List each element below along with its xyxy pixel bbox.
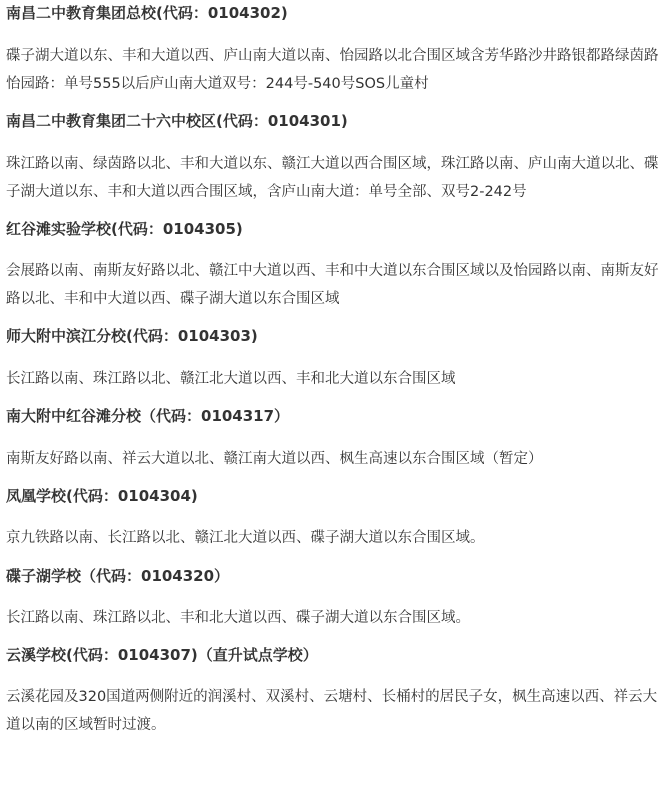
school-section — [6, 110, 663, 206]
school-section — [6, 485, 663, 552]
school-section — [6, 644, 663, 739]
school-section — [6, 405, 663, 473]
school-description: 京九铁路以南、长江路以北、赣江北大道以西、碟子湖大道以东合围区域。 — [6, 530, 485, 546]
school-title: 凤凰学校(代码：0104304) — [6, 487, 198, 505]
school-title: 红谷滩实验学校(代码：0104305) — [6, 220, 243, 238]
school-title: 南大附中红谷滩分校（代码：0104317） — [6, 407, 290, 425]
school-title: 碟子湖学校（代码：0104320） — [6, 567, 230, 585]
school-title: 南昌二中教育集团二十六中校区(代码：0104301) — [6, 112, 348, 130]
school-section — [6, 0, 663, 98]
school-description: 长江路以南、珠江路以北、丰和北大道以西、碟子湖大道以东合围区域。 — [6, 610, 470, 626]
school-description: 云溪花园及320国道两侧附近的润溪村、双溪村、云塘村、长桶村的居民子女，枫生高速以西、祥云大道以南的区域暂时过渡。 — [6, 689, 658, 733]
school-title: 云溪学校(代码：0104307)（直升试点学校） — [6, 646, 318, 664]
school-description: 会展路以南、南斯友好路以北、赣江中大道以西、丰和中大道以东合围区域以及怡园路以南、南斯友好路以北、丰和中大道以西、碟子湖大道以东合围区域 — [6, 263, 659, 307]
school-section — [6, 325, 663, 393]
school-description: 长江路以南、珠江路以北、赣江北大道以西、丰和北大道以东合围区域 — [6, 371, 456, 387]
school-title: 师大附中滨江分校(代码：0104303) — [6, 327, 258, 345]
school-section — [6, 565, 663, 632]
school-title: 南昌二中教育集团总校(代码：0104302) — [6, 4, 288, 22]
school-section — [6, 218, 663, 313]
school-description: 南斯友好路以南、祥云大道以北、赣江南大道以西、枫生高速以东合围区域（暂定） — [6, 451, 543, 467]
school-description: 碟子湖大道以东、丰和大道以西、庐山南大道以南、怡园路以北合围区域含芳华路沙井路银都路绿茵路怡园路：单号555以后庐山南大道双号：244号-540号SOS儿童村 — [6, 48, 659, 92]
school-description: 珠江路以南、绿茵路以北、丰和大道以东、赣江大道以西合围区域，珠江路以南、庐山南大道以北、碟子湖大道以东、丰和大道以西合围区域，含庐山南大道：单号全部、双号2-242号 — [6, 156, 659, 200]
